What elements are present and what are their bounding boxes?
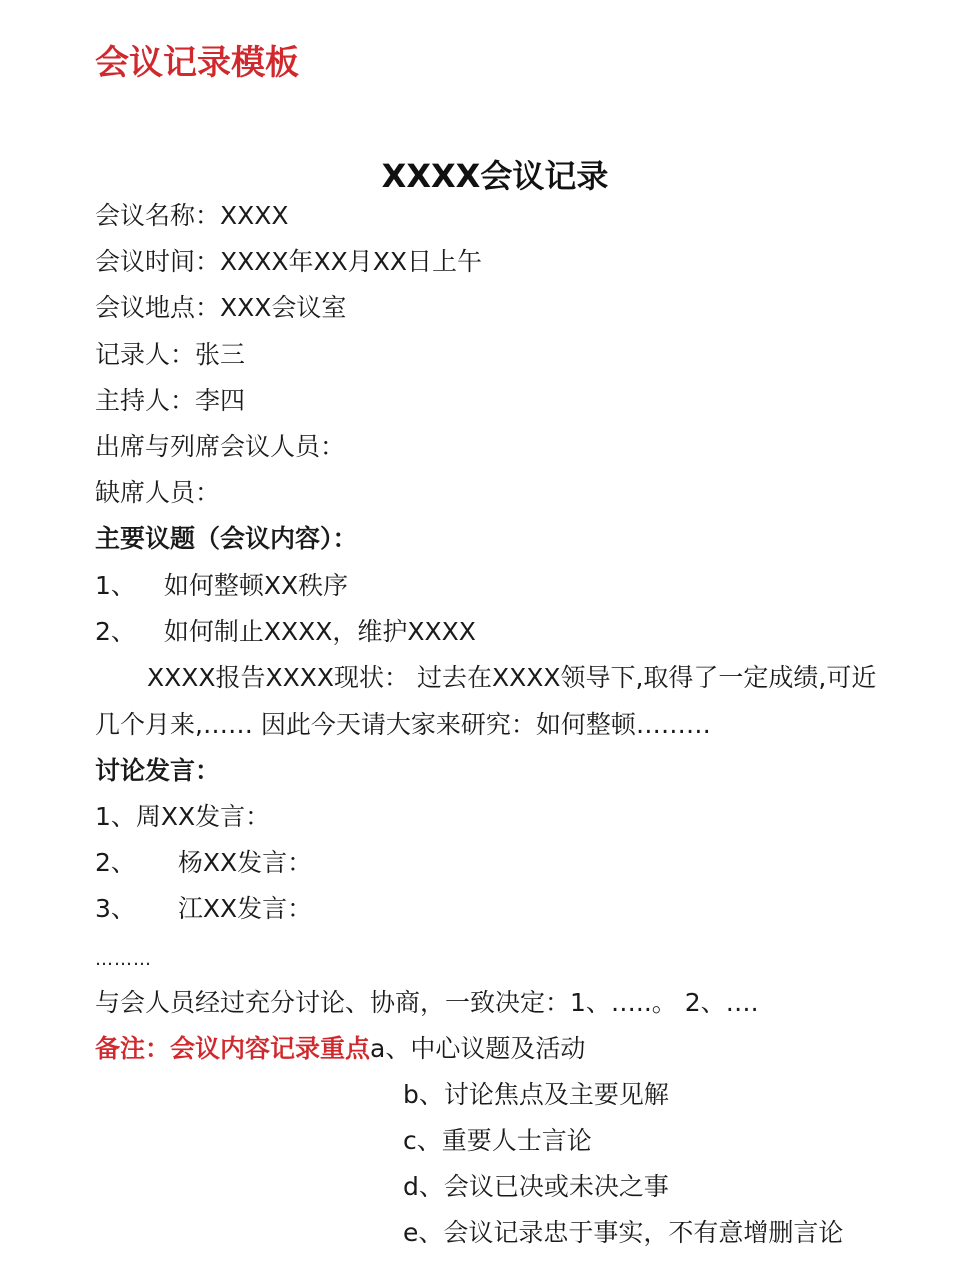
attendees-row: [95, 429, 345, 465]
absentees-row: [95, 475, 220, 511]
topic-item: [95, 614, 476, 650]
attendees-label: 出席与列席会议人员：: [95, 432, 346, 461]
notes-item: d、会议已决或未决之事: [403, 1172, 669, 1201]
host-label: 主持人：: [95, 386, 196, 415]
notes-item: a、中心议题及活动: [370, 1034, 586, 1063]
discussion-text: 周XX发言：: [135, 802, 271, 831]
meeting-time-row: [95, 244, 482, 280]
meeting-time-value: XXXX年XX月XX日上午: [220, 247, 483, 276]
notes-label: 备注：会议内容记录重点: [95, 1034, 371, 1063]
meeting-name-label: 会议名称：: [95, 201, 221, 230]
discussion-ellipsis: ………: [95, 949, 152, 970]
meeting-place-row: [95, 290, 346, 326]
topic-item: [95, 568, 348, 604]
meeting-place-label: 会议地点：: [95, 293, 221, 322]
host-value: 李四: [195, 386, 246, 415]
discussion-item: [95, 891, 312, 927]
discussion-number: 1、: [95, 802, 136, 831]
document-title: XXXX会议记录: [381, 157, 609, 195]
topic-number: 1、: [95, 571, 136, 600]
notes-item: e、会议记录忠于事实，不有意增删言论: [403, 1218, 844, 1247]
discussion-item: [95, 799, 270, 835]
topics-heading: 主要议题（会议内容）：: [95, 524, 358, 553]
meeting-name-value: XXXX: [220, 201, 289, 230]
meeting-time-label: 会议时间：: [95, 247, 221, 276]
discussion-number: 3、: [95, 894, 136, 923]
absentees-label: 缺席人员：: [95, 478, 221, 507]
notes-first-row: [95, 1031, 585, 1067]
discussion-item: [95, 845, 312, 881]
topic-number: 2、: [95, 617, 136, 646]
discussion-number: 2、: [95, 848, 136, 877]
recorder-value: 张三: [195, 340, 246, 369]
meeting-place-value: XXX会议室: [220, 293, 347, 322]
discussion-heading: 讨论发言：: [95, 756, 221, 785]
notes-item: b、讨论焦点及主要见解: [403, 1080, 669, 1109]
topic-text: 如何整顿XX秩序: [163, 571, 349, 600]
decision-line: 与会人员经过充分讨论、协商，一致决定：1、…..。 2、….: [95, 988, 759, 1017]
template-header-title: 会议记录模板: [95, 43, 299, 83]
recorder-row: [95, 337, 245, 373]
topic-text: 如何制止XXXX，维护XXXX: [163, 617, 476, 646]
discussion-text: 杨XX发言：: [177, 848, 313, 877]
report-paragraph-line-2: 几个月来,…… 因此今天请大家来研究：如何整顿………: [95, 710, 711, 739]
discussion-text: 江XX发言：: [177, 894, 313, 923]
host-row: [95, 383, 245, 419]
recorder-label: 记录人：: [95, 340, 196, 369]
notes-item: c、重要人士言论: [403, 1126, 592, 1155]
report-paragraph-line-1: XXXX报告XXXX现状： 过去在XXXX领导下,取得了一定成绩,可近: [147, 663, 877, 692]
meeting-name-row: [95, 198, 289, 234]
